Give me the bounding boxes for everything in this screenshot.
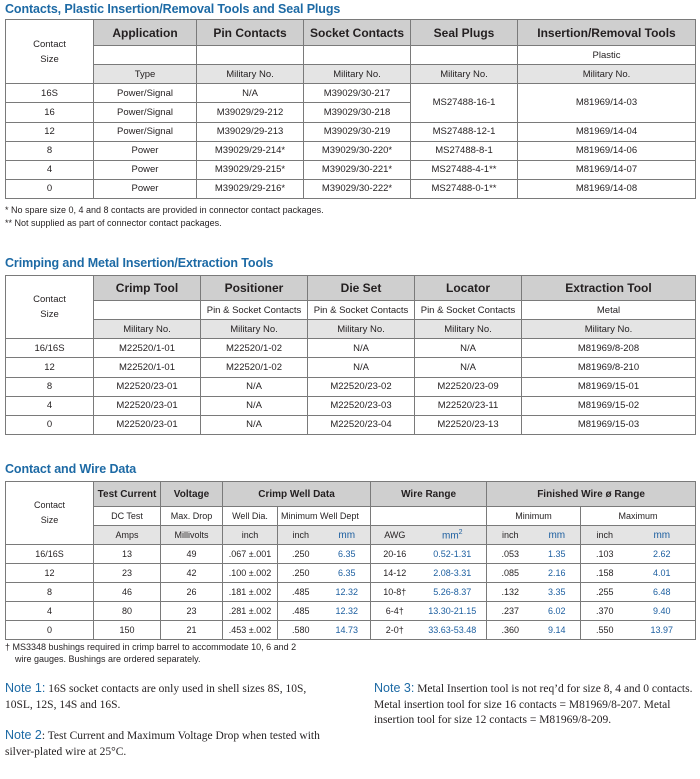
section-title-wire-data: Contact and Wire Data xyxy=(5,462,137,476)
header-crimp-tool: Crimp Tool xyxy=(94,276,201,301)
cell-extraction-tool: M81969/15-03 xyxy=(522,415,696,434)
cell-pin: M39029/29-216* xyxy=(197,179,304,198)
cell-tool: M81969/14-04 xyxy=(518,122,696,141)
header-positioner: Positioner xyxy=(201,276,308,301)
cell-type: Power xyxy=(94,179,197,198)
col-label-military-no: Military No. xyxy=(94,320,201,339)
col-label-military-no: Military No. xyxy=(304,65,411,84)
mm-unit: mm xyxy=(442,530,459,542)
cell-size: 0 xyxy=(6,415,94,434)
cell-type: Power/Signal xyxy=(94,103,197,122)
col-label-inch: inch xyxy=(487,526,534,545)
col-label-military-no: Military No. xyxy=(415,320,522,339)
table-row xyxy=(6,339,696,358)
table-row xyxy=(6,621,696,640)
header-die-set: Die Set xyxy=(308,276,415,301)
col-label-military-no: Military No. xyxy=(522,320,696,339)
footnote-dagger: † MS3348 bushings required in crimp barrel to accommodate 10, 6 and 2 xyxy=(5,642,297,652)
subheader-seal xyxy=(411,46,518,65)
cell-die-set: M22520/23-02 xyxy=(308,377,415,396)
table-row xyxy=(6,358,696,377)
col-label-mm: mm xyxy=(629,526,696,545)
contact-size-label: Contact Size xyxy=(33,38,66,65)
cell-mm2: 5.26-8.37 xyxy=(419,583,487,602)
cell-well-dia: .181 ±.002 xyxy=(223,583,278,602)
cell-positioner: N/A xyxy=(201,377,308,396)
col-label-inch: inch xyxy=(581,526,629,545)
cell-millivolts: 42 xyxy=(161,564,223,583)
cell-die-set: N/A xyxy=(308,339,415,358)
table-row xyxy=(6,545,696,564)
table-row xyxy=(6,179,696,198)
col-label-military-no: Military No. xyxy=(411,65,518,84)
subheader-dc-test: DC Test xyxy=(94,507,161,526)
cell-seal: MS27488-16-1 xyxy=(411,84,518,122)
cell-well-depth-inch: .580 xyxy=(278,621,324,640)
cell-well-dia: .453 ±.002 xyxy=(223,621,278,640)
cell-locator: M22520/23-09 xyxy=(415,377,522,396)
subheader-pin xyxy=(197,46,304,65)
table-row xyxy=(6,396,696,415)
header-seal-plugs: Seal Plugs xyxy=(411,20,518,46)
cell-size: 16/16S xyxy=(6,339,94,358)
cell-amps: 13 xyxy=(94,545,161,564)
header-pin-contacts: Pin Contacts xyxy=(197,20,304,46)
cell-min-mm: 3.35 xyxy=(534,583,581,602)
table-row xyxy=(6,415,696,434)
cell-extraction-tool: M81969/8-208 xyxy=(522,339,696,358)
subheader-maximum: Maximum xyxy=(581,507,696,526)
cell-die-set: M22520/23-03 xyxy=(308,396,415,415)
cell-well-dia: .100 ±.002 xyxy=(223,564,278,583)
cell-mm2: 2.08-3.31 xyxy=(419,564,487,583)
header-test-current: Test Current xyxy=(94,482,161,507)
col-label-military-no: Military No. xyxy=(201,320,308,339)
cell-awg: 2-0† xyxy=(371,621,419,640)
cell-positioner: N/A xyxy=(201,396,308,415)
cell-socket: M39029/30-217 xyxy=(304,84,411,103)
table-row xyxy=(6,602,696,621)
cell-well-depth-mm: 12.32 xyxy=(324,602,371,621)
cell-seal: MS27488-4-1** xyxy=(411,160,518,179)
header-crimp-well-data: Crimp Well Data xyxy=(223,482,371,507)
cell-size: 16 xyxy=(6,103,94,122)
cell-max-inch: .370 xyxy=(581,602,629,621)
cell-tool: M81969/14-06 xyxy=(518,141,696,160)
col-label-mm: mm xyxy=(324,526,371,545)
cell-pin: M39029/29-214* xyxy=(197,141,304,160)
cell-well-depth-inch: .485 xyxy=(278,602,324,621)
cell-extraction-tool: M81969/15-02 xyxy=(522,396,696,415)
contact-size-header xyxy=(6,276,94,339)
cell-amps: 150 xyxy=(94,621,161,640)
cell-well-depth-inch: .250 xyxy=(278,545,324,564)
cell-size: 16/16S xyxy=(6,545,94,564)
cell-max-inch: .103 xyxy=(581,545,629,564)
contact-size-header xyxy=(6,20,94,84)
cell-amps: 46 xyxy=(94,583,161,602)
contact-wire-data-table xyxy=(5,481,696,640)
cell-die-set: M22520/23-04 xyxy=(308,415,415,434)
cell-locator: N/A xyxy=(415,339,522,358)
cell-min-mm: 2.16 xyxy=(534,564,581,583)
note-2-text: : Test Current and Maximum Voltage Drop when tested with silver-plated wire at 25°C. xyxy=(5,730,320,758)
cell-max-mm: 6.48 xyxy=(629,583,696,602)
subheader-min-well-depth: Minimum Well Dept xyxy=(278,507,371,526)
cell-well-dia: .281 ±.002 xyxy=(223,602,278,621)
note-3-text: Metal Insertion tool is not req’d for size 8, 4 and 0 contacts. Metal insertion tool for size 16 contacts = M81969/8-207. Metal insertion tool for size 12 contacts = M81969/8-209. xyxy=(374,683,693,726)
subheader-positioner: Pin & Socket Contacts xyxy=(201,301,308,320)
subheader-well-dia: Well Dia. xyxy=(223,507,278,526)
cell-amps: 23 xyxy=(94,564,161,583)
cell-positioner: M22520/1-02 xyxy=(201,358,308,377)
cell-size: 4 xyxy=(6,396,94,415)
cell-min-inch: .132 xyxy=(487,583,534,602)
cell-well-depth-mm: 6.35 xyxy=(324,564,371,583)
cell-millivolts: 23 xyxy=(161,602,223,621)
cell-well-depth-inch: .485 xyxy=(278,583,324,602)
cell-millivolts: 49 xyxy=(161,545,223,564)
note-2 xyxy=(5,728,325,760)
cell-well-depth-mm: 12.32 xyxy=(324,583,371,602)
cell-socket: M39029/30-221* xyxy=(304,160,411,179)
cell-size: 0 xyxy=(6,621,94,640)
header-insertion-removal-tools: Insertion/Removal Tools xyxy=(518,20,696,46)
cell-size: 4 xyxy=(6,602,94,621)
cell-min-mm: 6.02 xyxy=(534,602,581,621)
note-3 xyxy=(374,681,694,729)
table-row xyxy=(6,564,696,583)
crimping-tools-table xyxy=(5,275,696,435)
table-row xyxy=(6,84,696,103)
contacts-tools-table xyxy=(5,19,696,199)
subheader-locator: Pin & Socket Contacts xyxy=(415,301,522,320)
cell-min-inch: .237 xyxy=(487,602,534,621)
cell-well-depth-inch: .250 xyxy=(278,564,324,583)
table-row xyxy=(6,122,696,141)
cell-size: 8 xyxy=(6,583,94,602)
cell-extraction-tool: M81969/15-01 xyxy=(522,377,696,396)
note-1 xyxy=(5,681,325,713)
cell-pin: M39029/29-213 xyxy=(197,122,304,141)
cell-seal: MS27488-12-1 xyxy=(411,122,518,141)
cell-pin: M39029/29-212 xyxy=(197,103,304,122)
subheader-wire-range-blank xyxy=(371,507,487,526)
cell-size: 12 xyxy=(6,564,94,583)
note-3-label: Note 3: xyxy=(374,681,415,695)
cell-max-mm: 9.40 xyxy=(629,602,696,621)
cell-pin: M39029/29-215* xyxy=(197,160,304,179)
cell-max-inch: .158 xyxy=(581,564,629,583)
cell-max-inch: .550 xyxy=(581,621,629,640)
cell-positioner: N/A xyxy=(201,415,308,434)
cell-well-dia: .067 ±.001 xyxy=(223,545,278,564)
note-2-label: Note 2 xyxy=(5,728,42,742)
subheader-metal: Metal xyxy=(522,301,696,320)
header-voltage: Voltage xyxy=(161,482,223,507)
col-label-type: Type xyxy=(94,65,197,84)
contact-size-label: Contact Size xyxy=(33,500,66,525)
section-title-contacts-tools: Contacts, Plastic Insertion/Removal Tools and Seal Plugs xyxy=(5,2,341,16)
table-row xyxy=(6,377,696,396)
cell-max-inch: .255 xyxy=(581,583,629,602)
cell-locator: M22520/23-13 xyxy=(415,415,522,434)
cell-tool: M81969/14-07 xyxy=(518,160,696,179)
cell-tool: M81969/14-08 xyxy=(518,179,696,198)
col-label-military-no: Military No. xyxy=(518,65,696,84)
subheader-minimum: Minimum xyxy=(487,507,581,526)
cell-die-set: N/A xyxy=(308,358,415,377)
cell-awg: 6-4† xyxy=(371,602,419,621)
cell-crimp-tool: M22520/1-01 xyxy=(94,358,201,377)
contact-size-header xyxy=(6,482,94,545)
cell-amps: 80 xyxy=(94,602,161,621)
cell-max-mm: 13.97 xyxy=(629,621,696,640)
squared-superscript: 2 xyxy=(458,528,463,536)
cell-min-mm: 1.35 xyxy=(534,545,581,564)
cell-tool: M81969/14-03 xyxy=(518,84,696,122)
cell-locator: N/A xyxy=(415,358,522,377)
cell-socket: M39029/30-219 xyxy=(304,122,411,141)
cell-size: 12 xyxy=(6,122,94,141)
cell-locator: M22520/23-11 xyxy=(415,396,522,415)
cell-awg: 10-8† xyxy=(371,583,419,602)
section-title-crimping-tools: Crimping and Metal Insertion/Extraction Tools xyxy=(5,256,274,270)
cell-type: Power/Signal xyxy=(94,84,197,103)
footnote-single-asterisk: * No spare size 0, 4 and 8 contacts are provided in connector contact packages. xyxy=(5,205,324,215)
cell-min-mm: 9.14 xyxy=(534,621,581,640)
subheader-die-set: Pin & Socket Contacts xyxy=(308,301,415,320)
note-1-text: 16S socket contacts are only used in shell sizes 8S, 10S, 10SL, 12S, 14S and 16S. xyxy=(5,683,307,711)
cell-well-depth-mm: 14.73 xyxy=(324,621,371,640)
cell-crimp-tool: M22520/1-01 xyxy=(94,339,201,358)
table-row xyxy=(6,141,696,160)
col-label-mm2 xyxy=(419,526,487,545)
cell-type: Power xyxy=(94,160,197,179)
cell-mm2: 33.63-53.48 xyxy=(419,621,487,640)
cell-well-depth-mm: 6.35 xyxy=(324,545,371,564)
cell-size: 12 xyxy=(6,358,94,377)
cell-size: 0 xyxy=(6,179,94,198)
header-finished-wire-range: Finished Wire ø Range xyxy=(487,482,696,507)
cell-min-inch: .360 xyxy=(487,621,534,640)
col-label-awg: AWG xyxy=(371,526,419,545)
col-label-military-no: Military No. xyxy=(308,320,415,339)
col-label-military-no: Military No. xyxy=(197,65,304,84)
header-application: Application xyxy=(94,20,197,46)
cell-awg: 14-12 xyxy=(371,564,419,583)
cell-millivolts: 26 xyxy=(161,583,223,602)
cell-socket: M39029/30-218 xyxy=(304,103,411,122)
col-label-mm: mm xyxy=(534,526,581,545)
contact-size-label: Contact Size xyxy=(33,294,66,321)
subheader-plastic: Plastic xyxy=(518,46,696,65)
cell-extraction-tool: M81969/8-210 xyxy=(522,358,696,377)
col-label-inch: inch xyxy=(278,526,324,545)
subheader-crimp xyxy=(94,301,201,320)
col-label-millivolts: Millivolts xyxy=(161,526,223,545)
cell-mm2: 13.30-21.15 xyxy=(419,602,487,621)
cell-seal: MS27488-0-1** xyxy=(411,179,518,198)
header-locator: Locator xyxy=(415,276,522,301)
footnote-double-asterisk: ** Not supplied as part of connector contact packages. xyxy=(5,218,222,228)
cell-min-inch: .085 xyxy=(487,564,534,583)
cell-type: Power/Signal xyxy=(94,122,197,141)
note-1-label: Note 1: xyxy=(5,681,46,695)
cell-size: 16S xyxy=(6,84,94,103)
footnote-dagger-continued: wire gauges. Bushings are ordered separately. xyxy=(15,654,201,664)
cell-mm2: 0.52-1.31 xyxy=(419,545,487,564)
cell-size: 8 xyxy=(6,377,94,396)
cell-awg: 20-16 xyxy=(371,545,419,564)
table-row xyxy=(6,583,696,602)
cell-pin: N/A xyxy=(197,84,304,103)
table-row xyxy=(6,160,696,179)
cell-seal: MS27488-8-1 xyxy=(411,141,518,160)
subheader-application xyxy=(94,46,197,65)
cell-type: Power xyxy=(94,141,197,160)
col-label-inch: inch xyxy=(223,526,278,545)
cell-positioner: M22520/1-02 xyxy=(201,339,308,358)
cell-socket: M39029/30-220* xyxy=(304,141,411,160)
cell-crimp-tool: M22520/23-01 xyxy=(94,377,201,396)
cell-crimp-tool: M22520/23-01 xyxy=(94,415,201,434)
cell-min-inch: .053 xyxy=(487,545,534,564)
header-socket-contacts: Socket Contacts xyxy=(304,20,411,46)
cell-millivolts: 21 xyxy=(161,621,223,640)
cell-size: 4 xyxy=(6,160,94,179)
cell-max-mm: 2.62 xyxy=(629,545,696,564)
subheader-max-drop: Max. Drop xyxy=(161,507,223,526)
header-extraction-tool: Extraction Tool xyxy=(522,276,696,301)
cell-max-mm: 4.01 xyxy=(629,564,696,583)
subheader-socket xyxy=(304,46,411,65)
cell-socket: M39029/30-222* xyxy=(304,179,411,198)
header-wire-range: Wire Range xyxy=(371,482,487,507)
cell-size: 8 xyxy=(6,141,94,160)
cell-crimp-tool: M22520/23-01 xyxy=(94,396,201,415)
col-label-amps: Amps xyxy=(94,526,161,545)
